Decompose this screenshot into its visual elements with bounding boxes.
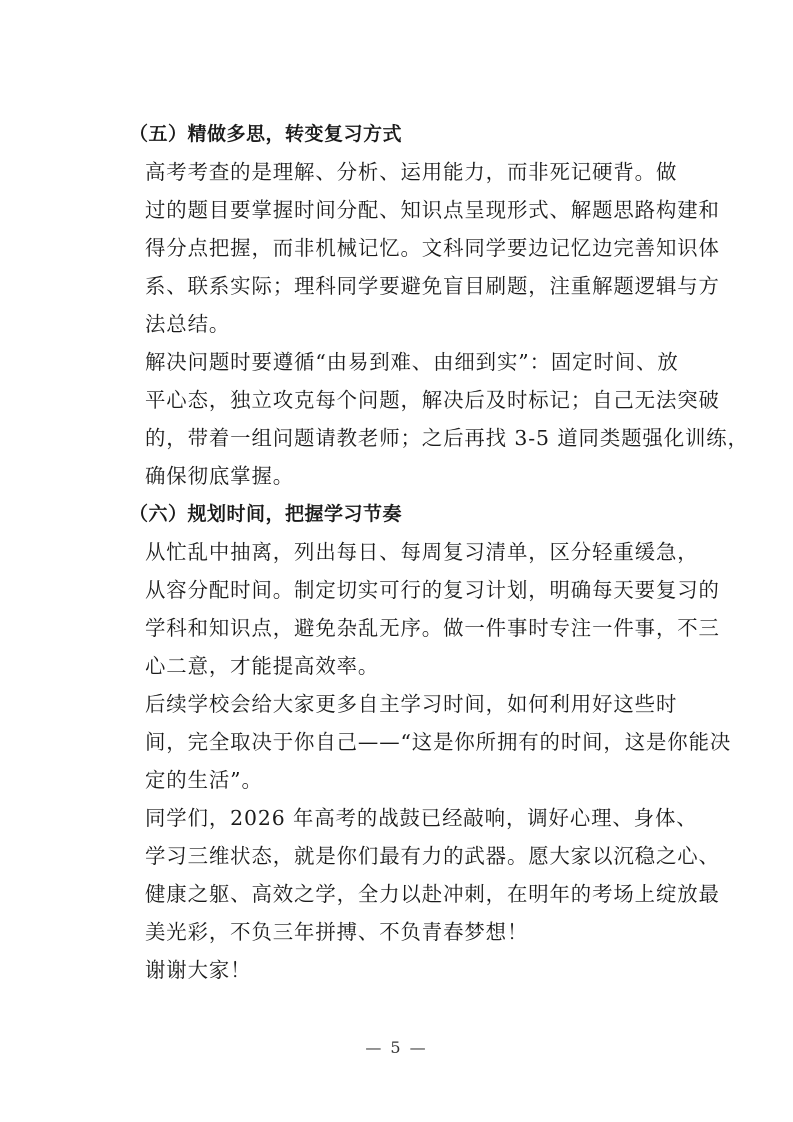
paragraph-closing-thanks xyxy=(109,951,685,989)
paragraph-problem-solving xyxy=(109,343,749,495)
paragraph-line: 美光彩，不负三年拼搏、不负青春梦想！ xyxy=(145,920,529,944)
paragraph-encouragement xyxy=(109,799,720,951)
document-body xyxy=(109,115,749,989)
paragraph-line: 从容分配时间。制定切实可行的复习计划，明确每天要复习的 xyxy=(145,578,720,602)
paragraph-line: 同学们，2026 年高考的战鼓已经敲响，调好心理、身体、 xyxy=(145,806,698,830)
paragraph-line: 从忙乱中抽离，列出每日、每周复习清单，区分轻重缓急， xyxy=(145,540,699,564)
paragraph-planning xyxy=(109,533,720,685)
paragraph-line: 确保彻底掌握。 xyxy=(145,464,295,488)
paragraph-line: 得分点把握，而非机械记忆。文科同学要边记忆边完善知识体 xyxy=(145,236,720,260)
paragraph-line: 的，带着一组问题请教老师；之后再找 3-5 道同类题强化训练， xyxy=(145,426,749,450)
paragraph-line: 间，完全取决于你自己——“这是你所拥有的时间，这是你能决 xyxy=(145,730,732,754)
paragraph-line: 过的题目要掌握时间分配、知识点呈现形式、解题思路构建和 xyxy=(145,198,720,222)
paragraph-line: 健康之躯、高效之学，全力以赴冲刺，在明年的考场上绽放最 xyxy=(145,882,720,906)
paragraph-line: 解决问题时要遵循“由易到难、由细到实”：固定时间、放 xyxy=(145,350,679,374)
paragraph-line: 心二意，才能提高效率。 xyxy=(145,654,380,678)
section-heading-5: （五）精做多思，转变复习方式 xyxy=(129,123,403,145)
paragraph-line: 法总结。 xyxy=(145,312,231,336)
paragraph-self-study xyxy=(109,685,732,799)
paragraph-line: 学习三维状态，就是你们最有力的武器。愿大家以沉稳之心、 xyxy=(145,844,720,868)
paragraph-line: 谢谢大家！ xyxy=(145,958,252,982)
section-heading-6: （六）规划时间，把握学习节奏 xyxy=(129,503,403,525)
paragraph-line: 定的生活”。 xyxy=(145,768,263,792)
paragraph-line: 平心态，独立攻克每个问题，解决后及时标记；自己无法突破 xyxy=(145,388,720,412)
page-number: — 5 — xyxy=(365,1038,428,1057)
paragraph-line: 高考考查的是理解、分析、运用能力，而非死记硬背。做 xyxy=(145,160,678,184)
paragraph-line: 后续学校会给大家更多自主学习时间，如何利用好这些时 xyxy=(145,692,678,716)
paragraph-line: 学科和知识点，避免杂乱无序。做一件事时专注一件事，不三 xyxy=(145,616,720,640)
paragraph-line: 系、联系实际；理科同学要避免盲目刷题，注重解题逻辑与方 xyxy=(145,274,720,298)
paragraph-review-method xyxy=(109,153,720,343)
